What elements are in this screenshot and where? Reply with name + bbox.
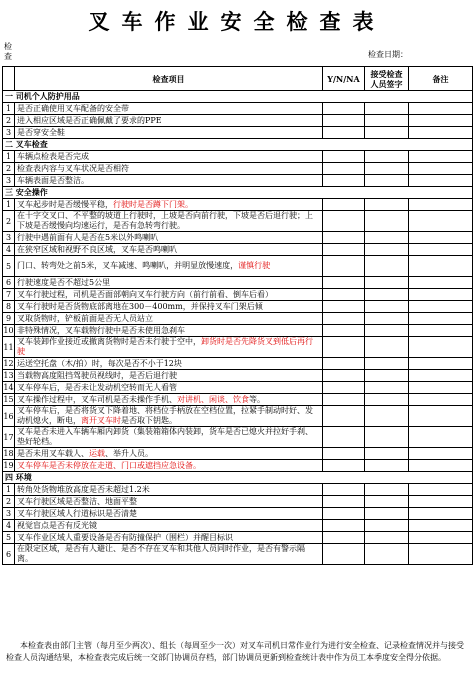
item-number: 14 — [3, 383, 14, 392]
item-text-part: 等。 — [249, 395, 265, 404]
item-text-part: 对讲机、闲谈、饮食 — [177, 395, 249, 404]
checklist-row — [3, 460, 473, 472]
remark-cell[interactable] — [409, 325, 473, 337]
signature-cell[interactable] — [365, 508, 409, 520]
checklist-row — [3, 289, 473, 301]
item-text-part: 卸货时是否先降货叉到低后再行驶 — [17, 337, 313, 356]
checklist-row — [3, 277, 473, 289]
signature-cell[interactable] — [365, 277, 409, 289]
ynna-cell[interactable] — [323, 277, 365, 289]
signature-cell[interactable] — [365, 211, 409, 232]
ynna-cell[interactable] — [323, 289, 365, 301]
item-text — [15, 151, 323, 163]
item-text-part: 叉取货物时，铲板前面是否无人员站立 — [17, 314, 153, 323]
remark-cell[interactable] — [409, 427, 473, 448]
checklist-row — [3, 544, 473, 565]
item-text-part: 叉车行驶时是否货物底部离地在300－400mm，并保持叉车门架后倾 — [17, 302, 263, 311]
item-text — [15, 211, 323, 232]
item-text — [15, 325, 323, 337]
checklist-row — [3, 256, 473, 277]
signature-cell[interactable] — [365, 460, 409, 472]
header-remark: 备注 — [409, 67, 473, 91]
item-number: 13 — [3, 371, 14, 380]
item-number: 5 — [3, 532, 15, 544]
remark-cell[interactable] — [409, 199, 473, 211]
checklist-row — [3, 532, 473, 544]
ynna-cell[interactable] — [323, 358, 365, 370]
signature-cell[interactable] — [365, 394, 409, 406]
item-text-part: 行驶速度是否不超过5公里 — [17, 278, 111, 287]
signature-cell[interactable] — [365, 199, 409, 211]
signature-cell[interactable] — [365, 358, 409, 370]
checklist-row — [3, 232, 473, 244]
table-header-row — [3, 67, 473, 91]
checklist-row — [3, 496, 473, 508]
signature-cell[interactable] — [365, 496, 409, 508]
checklist-row — [3, 382, 473, 394]
item-text-part: 在限定区域，是否有人避让、是否不存在叉车和其他人员同时作业，是否有警示隔离。 — [17, 544, 305, 563]
checklist-row — [3, 175, 473, 187]
header-ynna: Y/N/NA — [323, 67, 365, 91]
item-number: 2 — [3, 163, 15, 175]
item-number: 3 — [3, 175, 15, 187]
signature-cell[interactable] — [365, 325, 409, 337]
checklist-row — [3, 163, 473, 175]
item-text-part: 、举升人员。 — [105, 449, 153, 458]
section-row — [3, 472, 473, 484]
ynna-cell[interactable] — [323, 211, 365, 232]
item-text — [15, 448, 323, 460]
item-text-part: 谨慎行驶 — [238, 261, 271, 270]
section-row — [3, 187, 473, 199]
ynna-cell[interactable] — [323, 175, 365, 187]
item-number: 3 — [3, 232, 15, 244]
ynna-cell[interactable] — [323, 370, 365, 382]
item-text-part: 离开叉车时 — [81, 416, 121, 425]
item-text-part: 运送空托盘（木/拍）时，每次是否不小于12块 — [17, 359, 182, 368]
checklist-row — [3, 520, 473, 532]
item-number: 7 — [3, 289, 15, 301]
item-text — [15, 370, 323, 382]
ynna-cell[interactable] — [323, 232, 365, 244]
signature-cell[interactable] — [365, 382, 409, 394]
checklist-row — [3, 325, 473, 337]
remark-cell[interactable] — [409, 496, 473, 508]
item-text-part: 是否未用叉车载人、 — [17, 449, 89, 458]
signature-cell[interactable] — [365, 313, 409, 325]
item-text-part: 行驶中遇前面有人是否在5米以外鸣喇叭 — [17, 233, 159, 242]
item-number: 1 — [3, 151, 15, 163]
checklist-row — [3, 244, 473, 256]
item-number: 6 — [3, 277, 15, 289]
item-text-part: 叉车停车后，是否将货叉下降着地、将档位手柄放在空档位置，拉紧手制动时好、发动机熄火，断电， — [17, 406, 313, 425]
remark-cell[interactable] — [409, 103, 473, 115]
signature-cell[interactable] — [365, 301, 409, 313]
remark-cell[interactable] — [409, 301, 473, 313]
signature-cell[interactable] — [365, 289, 409, 301]
item-text-part: 车辆点检表是否完成 — [17, 152, 89, 161]
item-text — [15, 406, 323, 427]
signature-cell[interactable] — [365, 103, 409, 115]
item-number: 4 — [3, 520, 15, 532]
remark-cell[interactable] — [409, 151, 473, 163]
item-text-part: 叉车停车是否 — [17, 461, 65, 470]
ynna-cell[interactable] — [323, 520, 365, 532]
checklist-row — [3, 127, 473, 139]
checklist-row — [3, 370, 473, 382]
ynna-cell[interactable] — [323, 460, 365, 472]
ynna-cell[interactable] — [323, 508, 365, 520]
item-text-part: 是否正确使用叉车配备的安全带 — [17, 104, 129, 113]
item-number: 3 — [3, 508, 15, 520]
item-text-part: 叉车行驶过程，司机是否面部朝向叉车行驶方向（前行前看、倒车后看） — [17, 290, 273, 299]
item-number: 18 — [3, 449, 14, 458]
item-text — [15, 256, 323, 277]
remark-cell[interactable] — [409, 175, 473, 187]
ynna-cell[interactable] — [323, 256, 365, 277]
section-title: 三 安全操作 — [3, 187, 473, 199]
checklist-row — [3, 508, 473, 520]
footer-note: 本检查表由部门主管（每月至少两次）、组长（每周至少一次）对叉车司机日常作业行为进行安全检查、记录检查情况并与接受检查人员沟通结果，本检查表完成后统一交部门协调员存档，部门协调员更新到检查统计表中作为员工本季度安全得分依据。 — [6, 641, 464, 662]
item-text-part: 叉车是否未进入车辆车厢内卸货（集装箱箱体内装卸，货车是否已熄火并拉好手刹、垫好轮档。 — [17, 427, 313, 446]
ynna-cell[interactable] — [323, 544, 365, 565]
item-text — [15, 496, 323, 508]
remark-cell[interactable] — [409, 211, 473, 232]
item-text — [15, 394, 323, 406]
checklist-row — [3, 358, 473, 370]
item-text — [15, 289, 323, 301]
remark-cell[interactable] — [409, 313, 473, 325]
remark-cell[interactable] — [409, 508, 473, 520]
checklist-row — [3, 115, 473, 127]
remark-cell[interactable] — [409, 244, 473, 256]
item-text-part: 在十字交叉口、不平整的坡道上行驶时，上坡是否向前行驶，下坡是否后退行驶；上下坡是否缓慢向均速运行，是否有急转弯行驶。 — [17, 211, 313, 230]
item-number: 9 — [3, 313, 15, 325]
item-number: 2 — [3, 496, 15, 508]
item-number: 1 — [3, 484, 15, 496]
checklist-row — [3, 151, 473, 163]
signature-cell[interactable] — [365, 520, 409, 532]
header-index-cell — [3, 67, 15, 91]
item-text — [15, 508, 323, 520]
signature-cell[interactable] — [365, 544, 409, 565]
item-number: 10 — [3, 326, 14, 335]
section-row — [3, 139, 473, 151]
item-text-part: 叉车装卸作业接近或撤离货物时是否未行驶于空中， — [17, 337, 201, 346]
item-text — [15, 175, 323, 187]
checklist-row — [3, 199, 473, 211]
ynna-cell[interactable] — [323, 382, 365, 394]
item-text-part: 未停放在走道、门口或遮挡应急设备。 — [65, 461, 201, 470]
item-text — [15, 127, 323, 139]
remark-cell[interactable] — [409, 127, 473, 139]
remark-cell[interactable] — [409, 460, 473, 472]
ynna-cell[interactable] — [323, 337, 365, 358]
remark-cell[interactable] — [409, 163, 473, 175]
item-number: 19 — [3, 461, 14, 470]
signature-cell[interactable] — [365, 370, 409, 382]
item-text — [15, 115, 323, 127]
item-text-part: 叉车起步时是否缓慢平稳， — [17, 200, 113, 209]
item-text — [15, 313, 323, 325]
ynna-cell[interactable] — [323, 115, 365, 127]
item-text-part: 视觉盲点是否有反光镜 — [17, 521, 97, 530]
item-number: 2 — [3, 115, 15, 127]
ynna-cell[interactable] — [323, 394, 365, 406]
checklist-row — [3, 301, 473, 313]
item-text — [15, 520, 323, 532]
item-text-part: 叉车操作过程中，叉车司机是否未操作手机、 — [17, 395, 177, 404]
item-text-part: 行驶时是否蹲下门架。 — [113, 200, 193, 209]
item-text-part: 叉车作业区域人重要设备是否有防撞保护（围栏）并醒目标识 — [17, 533, 233, 542]
item-text-part: 是否取下钥匙。 — [121, 416, 177, 425]
section-title: 二 叉车检查 — [3, 139, 473, 151]
item-text — [15, 301, 323, 313]
checklist-row — [3, 406, 473, 427]
item-text-part: 检查表内容与叉车状况是否相符 — [17, 164, 129, 173]
ynna-cell[interactable] — [323, 427, 365, 448]
remark-cell[interactable] — [409, 232, 473, 244]
header-signature: 接受检查人员签字 — [365, 67, 409, 91]
item-text — [15, 484, 323, 496]
remark-cell[interactable] — [409, 382, 473, 394]
signature-cell[interactable] — [365, 163, 409, 175]
checklist-table — [2, 66, 473, 565]
item-number: 6 — [3, 544, 15, 565]
signature-cell[interactable] — [365, 484, 409, 496]
item-text — [15, 103, 323, 115]
signature-cell[interactable] — [365, 232, 409, 244]
item-text-part: 是否穿安全鞋 — [17, 128, 65, 137]
item-text — [15, 358, 323, 370]
checklist-row — [3, 394, 473, 406]
inspection-label: 检查 — [4, 42, 12, 61]
checklist-row — [3, 448, 473, 460]
item-number: 4 — [3, 244, 15, 256]
item-text — [15, 337, 323, 358]
item-text-part: 非特殊情况，叉车载物行驶中是否未使用急刹车 — [17, 326, 185, 335]
item-text — [15, 277, 323, 289]
remark-cell[interactable] — [409, 532, 473, 544]
item-text — [15, 544, 323, 565]
item-number: 5 — [3, 256, 15, 277]
item-text-part: 门口、转弯处之前5米，叉车减速、鸣喇叭，并明显放慢速度， — [17, 261, 239, 270]
item-text-part: 进入相应区域是否正确佩戴了要求的PPE — [17, 116, 162, 125]
item-text-part: 转角处货物堆放高度是否未超过1.2米 — [17, 485, 150, 494]
checklist-row — [3, 484, 473, 496]
signature-cell[interactable] — [365, 337, 409, 358]
section-title: 一 司机个人防护用品 — [3, 91, 473, 103]
signature-cell[interactable] — [365, 448, 409, 460]
remark-cell[interactable] — [409, 115, 473, 127]
ynna-cell[interactable] — [323, 325, 365, 337]
checklist-row — [3, 211, 473, 232]
item-text-part: 在狭窄区域和视野不良区域，叉车是否鸣喇叭 — [17, 245, 177, 254]
signature-cell[interactable] — [365, 151, 409, 163]
ynna-cell[interactable] — [323, 496, 365, 508]
remark-cell[interactable] — [409, 277, 473, 289]
remark-cell[interactable] — [409, 484, 473, 496]
ynna-cell[interactable] — [323, 103, 365, 115]
sheet-title: 叉车作业安全检查表 — [88, 9, 386, 34]
remark-cell[interactable] — [409, 358, 473, 370]
section-row — [3, 91, 473, 103]
item-text — [15, 460, 323, 472]
header-item: 检查项目 — [15, 67, 323, 91]
item-number: 2 — [3, 211, 15, 232]
remark-cell[interactable] — [409, 394, 473, 406]
item-text — [15, 163, 323, 175]
remark-cell[interactable] — [409, 406, 473, 427]
item-number: 8 — [3, 301, 15, 313]
item-text — [15, 532, 323, 544]
ynna-cell[interactable] — [323, 301, 365, 313]
item-number: 1 — [3, 199, 15, 211]
remark-cell[interactable] — [409, 256, 473, 277]
item-text-part: 车辆表面是否整洁。 — [17, 176, 89, 185]
signature-cell[interactable] — [365, 175, 409, 187]
remark-cell[interactable] — [409, 520, 473, 532]
remark-cell[interactable] — [409, 370, 473, 382]
item-number: 17 — [3, 427, 15, 448]
item-text-part: 运载 — [89, 449, 105, 458]
inspection-date-label: 检查日期： — [368, 50, 408, 59]
checklist-row — [3, 313, 473, 325]
item-text-part: 叉车行驶区域人行道标识是否清楚 — [17, 509, 137, 518]
item-text-part: 叉车行驶区域是否整洁、地面平整 — [17, 497, 137, 506]
checklist-row — [3, 337, 473, 358]
item-text — [15, 382, 323, 394]
signature-cell[interactable] — [365, 427, 409, 448]
ynna-cell[interactable] — [323, 313, 365, 325]
ynna-cell[interactable] — [323, 127, 365, 139]
signature-cell[interactable] — [365, 115, 409, 127]
signature-cell[interactable] — [365, 532, 409, 544]
item-text — [15, 232, 323, 244]
ynna-cell[interactable] — [323, 151, 365, 163]
ynna-cell[interactable] — [323, 244, 365, 256]
ynna-cell[interactable] — [323, 448, 365, 460]
item-text-part: 当载物高度阻挡驾驶员视线时，是否后退行驶 — [17, 371, 177, 380]
inspection-sheet — [2, 0, 472, 681]
item-number: 1 — [3, 103, 15, 115]
remark-cell[interactable] — [409, 544, 473, 565]
item-text — [15, 244, 323, 256]
checklist-row — [3, 427, 473, 448]
ynna-cell[interactable] — [323, 406, 365, 427]
item-text — [15, 427, 323, 448]
ynna-cell[interactable] — [323, 532, 365, 544]
signature-cell[interactable] — [365, 406, 409, 427]
remark-cell[interactable] — [409, 337, 473, 358]
checklist-row — [3, 103, 473, 115]
item-number: 12 — [3, 359, 14, 368]
signature-cell[interactable] — [365, 256, 409, 277]
item-text — [15, 199, 323, 211]
ynna-cell[interactable] — [323, 199, 365, 211]
signature-cell[interactable] — [365, 127, 409, 139]
item-number: 3 — [3, 127, 15, 139]
signature-cell[interactable] — [365, 244, 409, 256]
remark-cell[interactable] — [409, 448, 473, 460]
ynna-cell[interactable] — [323, 484, 365, 496]
item-number: 11 — [3, 337, 15, 358]
item-number: 16 — [3, 406, 15, 427]
item-text-part: 叉车停车后，是否未让发动机空转而无人看管 — [17, 383, 177, 392]
remark-cell[interactable] — [409, 289, 473, 301]
section-title: 四 环境 — [3, 472, 473, 484]
item-number: 15 — [3, 395, 14, 404]
ynna-cell[interactable] — [323, 163, 365, 175]
